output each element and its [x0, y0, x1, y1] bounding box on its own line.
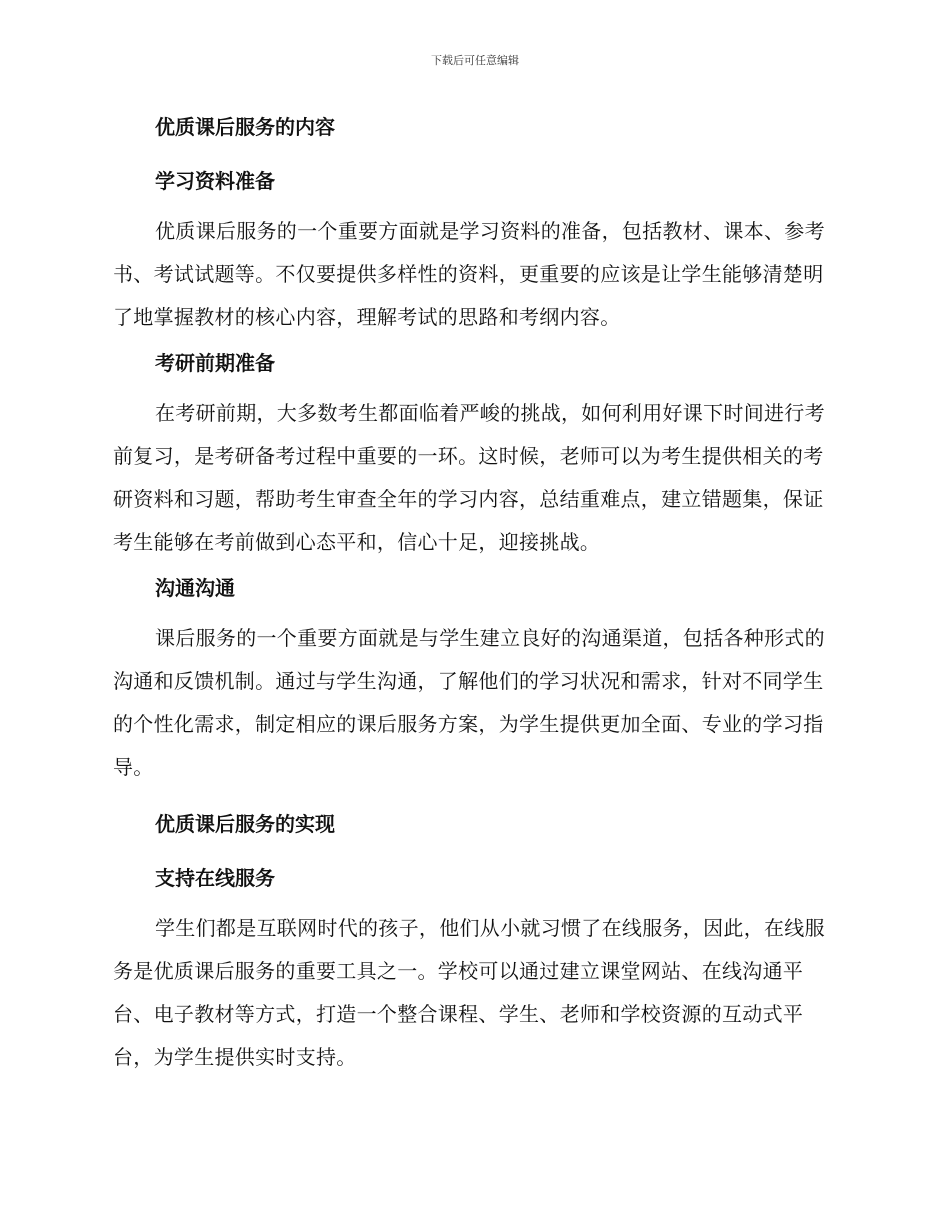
subheading-online-service: 支持在线服务: [155, 866, 275, 890]
paragraph-online-service: 学生们都是互联网时代的孩子，他们从小就习惯了在线服务，因此，在线服务是优质课后服务的重要工具之一。学校可以通过建立课堂网站、在线沟通平台、电子教材等方式，打造一个整合课程、学生、老师和学校资源的互动式平台，为学生提供实时支持。: [113, 916, 825, 1069]
paragraph-communication: 课后服务的一个重要方面就是与学生建立良好的沟通渠道，包括各种形式的沟通和反馈机制。通过与学生沟通，了解他们的学习状况和需求，针对不同学生的个性化需求，制定相应的课后服务方案，为学生提供更加全面、专业的学习指导。: [113, 626, 825, 779]
section-heading-implementation: 优质课后服务的实现: [155, 812, 335, 836]
document-body: [113, 110, 833, 1079]
subheading-study-materials: 学习资料准备: [155, 169, 275, 193]
paragraph-exam-prep: 在考研前期，大多数考生都面临着严峻的挑战，如何利用好课下时间进行考前复习，是考研备考过程中重要的一环。这时候，老师可以为考生提供相关的考研资料和习题，帮助考生审查全年的学习内容，总结重难点，建立错题集，保证考生能够在考前做到心态平和，信心十足，迎接挑战。: [113, 401, 825, 554]
subheading-exam-prep: 考研前期准备: [155, 351, 275, 375]
subheading-communication: 沟通沟通: [155, 576, 235, 600]
paragraph-study-materials: 优质课后服务的一个重要方面就是学习资料的准备，包括教材、课本、参考书、考试试题等。不仅要提供多样性的资料，更重要的应该是让学生能够清楚明了地掌握教材的核心内容，理解考试的思路和考纲内容。: [113, 219, 825, 329]
page-header-note: 下载后可任意编辑: [431, 54, 519, 67]
section-heading-content: 优质课后服务的内容: [155, 115, 335, 139]
